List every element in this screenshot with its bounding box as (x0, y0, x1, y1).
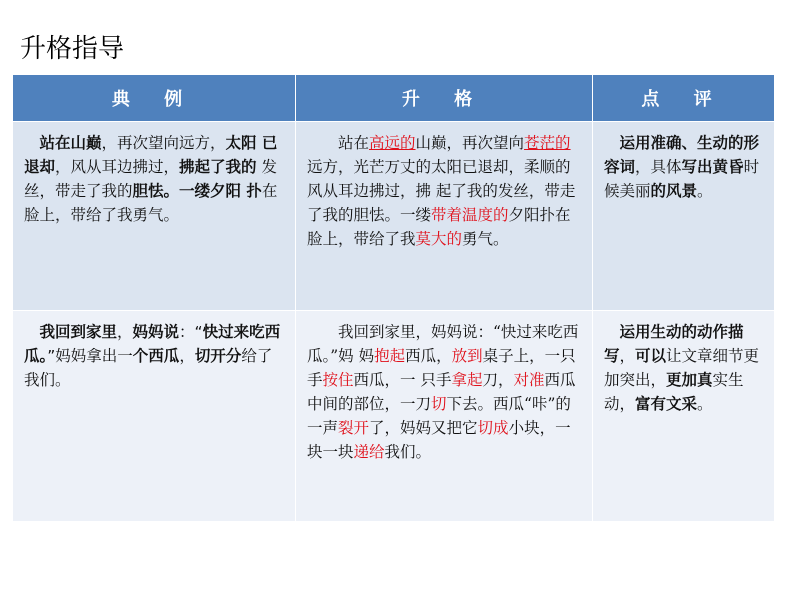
text-run: 更加真 (666, 371, 713, 389)
text-run: 夕阳扑在脸上，带给了我 (307, 206, 571, 248)
text-run: 站在山巅 (24, 134, 102, 152)
highlighted-phrase: 莫大的 (415, 230, 463, 248)
text-run: ， (117, 323, 133, 341)
text-run: 时候美丽 (604, 158, 760, 200)
highlighted-phrase: 递给 (353, 443, 385, 461)
upgrade-text (297, 123, 591, 251)
text-run: 富有文采 (635, 395, 698, 413)
text-run: 运用准确、生动 (604, 134, 729, 152)
guidance-table (12, 74, 775, 522)
text-run: ：“ (179, 323, 203, 341)
upgrade-cell (296, 311, 593, 522)
comment-text (594, 123, 773, 203)
table-row (13, 122, 775, 311)
text-run: 个西瓜 (132, 347, 180, 365)
highlighted-phrase: 苍茫的 (524, 134, 571, 152)
text-run: 在脸上，带给了我勇气。 (24, 182, 278, 224)
text-run: ， (179, 347, 195, 365)
text-run: 妈妈说 (132, 323, 180, 341)
page-title: 升格指导 (20, 34, 125, 64)
text-run: 山巅，再次望向 (415, 134, 525, 152)
highlighted-phrase: 切成 (477, 419, 509, 437)
upgrade-text (297, 312, 591, 464)
text-run: 西瓜， (405, 347, 452, 365)
text-run: 可以 (635, 347, 667, 365)
text-run: 实生动， (604, 371, 744, 413)
highlighted-phrase: 切 (431, 395, 447, 413)
highlighted-phrase: 高远的 (369, 134, 416, 152)
text-run: ，再次望向远方， (101, 134, 226, 152)
text-run: ”妈妈拿出一 (47, 347, 133, 365)
text-run: 小块，一块一块 (307, 419, 571, 461)
text-run: 发丝，带走了我的 (24, 158, 277, 200)
comment-cell (593, 122, 775, 311)
highlighted-phrase: 抱起 (374, 347, 406, 365)
upgrade-cell (296, 122, 593, 311)
text-run: ，具体 (635, 158, 682, 176)
text-run: 我们。 (384, 443, 432, 461)
example-text (14, 123, 294, 227)
comment-cell (593, 311, 775, 522)
text-run: 下去。西瓜“咔”的一声 (307, 395, 571, 437)
text-run: 让文章细节更加突出， (604, 347, 760, 389)
text-run: 。 (697, 182, 713, 200)
table-row (13, 311, 775, 522)
text-run: ，风从耳边拂过， (55, 158, 180, 176)
text-run: 胆怯。一缕夕阳 扑 (132, 182, 262, 200)
highlighted-phrase: 放到 (451, 347, 483, 365)
comment-text (594, 312, 773, 416)
highlighted-phrase: 对准 (513, 371, 545, 389)
text-run: 了，妈妈又把它 (369, 419, 478, 437)
text-run: 黄昏 (712, 158, 744, 176)
header-comment: 点 评 (593, 75, 775, 122)
text-run: 运用生动的动 (604, 323, 713, 341)
example-cell (13, 122, 296, 311)
highlighted-phrase: 按住 (322, 371, 354, 389)
text-run: 作描写 (604, 323, 744, 365)
text-run: 我回到家里，妈妈说：“快过来吃西瓜。”妈 妈 (307, 323, 579, 365)
text-run: 西瓜，一 只手 (353, 371, 452, 389)
text-run: 西瓜中间的部位，一刀 (307, 371, 576, 413)
text-run: 。 (697, 395, 713, 413)
text-run: 我回到家里 (24, 323, 118, 341)
text-run: 远方，光芒万丈的太阳已退却，柔顺的风从耳边拂过，拂 起了我的发丝，带走了我的胆怯。一缕 (307, 158, 576, 224)
table-header-row (13, 75, 775, 122)
text-run: 桌子上，一只手 (307, 347, 576, 389)
text-run: ， (619, 347, 636, 365)
text-run: 勇气。 (462, 230, 509, 248)
header-example: 典 例 (13, 75, 296, 122)
text-run: 快过来吃西瓜。 (24, 323, 281, 365)
text-run: 写出 (681, 158, 713, 176)
text-run: 站在 (307, 134, 370, 152)
header-upgrade: 升 格 (296, 75, 593, 122)
highlighted-phrase: 带着温度的 (431, 206, 509, 224)
example-cell (13, 311, 296, 522)
highlighted-phrase: 裂开 (338, 419, 370, 437)
text-run: 拂起了我的 (179, 158, 257, 176)
text-run: 刀， (482, 371, 514, 389)
text-run: 给了我们。 (24, 347, 273, 389)
highlighted-phrase: 拿起 (451, 371, 483, 389)
text-run: 的风景 (650, 182, 698, 200)
text-run: 太阳 已退却 (24, 134, 278, 176)
text-run: 切开分 (194, 347, 242, 365)
text-run: 的形容词 (604, 134, 760, 176)
example-text (14, 312, 294, 392)
